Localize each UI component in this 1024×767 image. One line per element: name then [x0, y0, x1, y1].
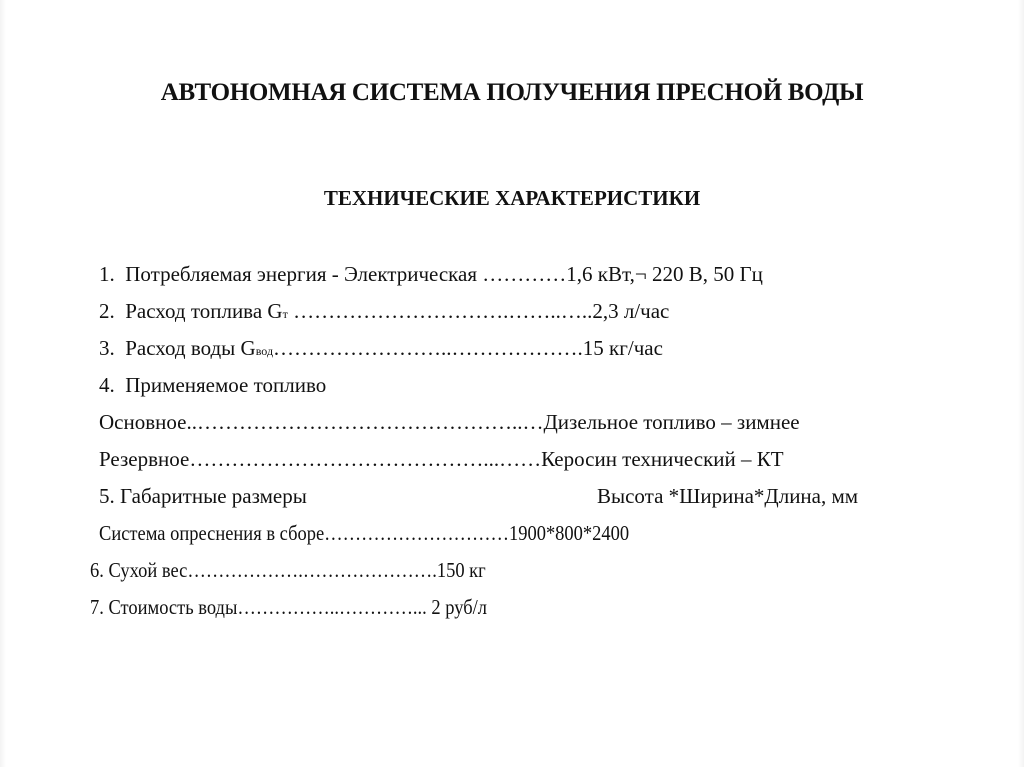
fuel-reserve-value: Керосин технический – КТ [541, 447, 784, 471]
slide-edge-right [1018, 0, 1024, 767]
assembly-label: Система опреснения в сборе [99, 521, 325, 545]
spec-label: Применяемое топливо [125, 373, 327, 397]
spec-leader-dots: ……………………………………...…… [189, 447, 542, 471]
slide-title: АВТОНОМНАЯ СИСТЕМА ПОЛУЧЕНИЯ ПРЕСНОЙ ВОДЫ [160, 79, 864, 106]
spec-number: 3. [99, 336, 115, 360]
spec-value: 15 кг/час [582, 336, 663, 360]
spec-label: Потребляемая энергия - Электрическая [125, 262, 478, 286]
spec-label: Расход воды G [125, 336, 256, 360]
spec-leader-dots: ..………………………………………..… [186, 410, 544, 434]
section-heading: ТЕХНИЧЕСКИЕ ХАРАКТЕРИСТИКИ [323, 186, 701, 210]
fuel-reserve-label: Резервное [99, 447, 190, 471]
spec-number: 1. [99, 262, 115, 286]
cost-label: 7. Стоимость воды [90, 595, 238, 619]
weight-label: 6. Сухой вес [90, 558, 188, 582]
assembly-value: 1900*800*2400 [508, 521, 630, 545]
spec-water-cost [90, 594, 487, 620]
weight-value: 150 кг [436, 558, 486, 582]
spec-leader-dots: ………… [477, 262, 567, 286]
spec-dry-weight [90, 557, 486, 583]
spec-label-subscript: т [282, 307, 288, 321]
spec-leader-dots: ……………………..………………. [273, 336, 583, 360]
fuel-primary-label: Основное [99, 410, 187, 434]
fuel-primary [99, 409, 800, 435]
spec-label-subscript: вод [255, 344, 274, 358]
spec-fuel-type [99, 372, 326, 398]
spec-fuel-consumption [99, 298, 669, 327]
fuel-reserve [99, 446, 784, 472]
spec-label: Расход топлива G [125, 299, 283, 323]
spec-number: 4. [99, 373, 115, 397]
spec-water-flow [99, 335, 663, 364]
spec-dimensions-label: 5. Габаритные размеры [99, 484, 307, 508]
spec-leader-dots: ……………..…………... [237, 595, 427, 619]
spec-leader-dots: ………………………… [324, 521, 509, 545]
spec-energy [99, 261, 763, 287]
slide-edge-left [0, 0, 6, 767]
spec-dimensions-columns: Высота *Ширина*Длина, мм [597, 484, 859, 508]
spec-leader-dots: ………………………….……..….. [287, 299, 593, 323]
cost-value: 2 руб/л [426, 595, 488, 619]
spec-assembly-dimensions [99, 520, 629, 546]
spec-value: 2,3 л/час [592, 299, 670, 323]
spec-leader-dots: ……………….…………………. [187, 558, 437, 582]
fuel-primary-value: Дизельное топливо – зимнее [543, 410, 800, 434]
spec-value: 1,6 кВт,¬ 220 В, 50 Гц [566, 262, 763, 286]
spec-number: 2. [99, 299, 115, 323]
